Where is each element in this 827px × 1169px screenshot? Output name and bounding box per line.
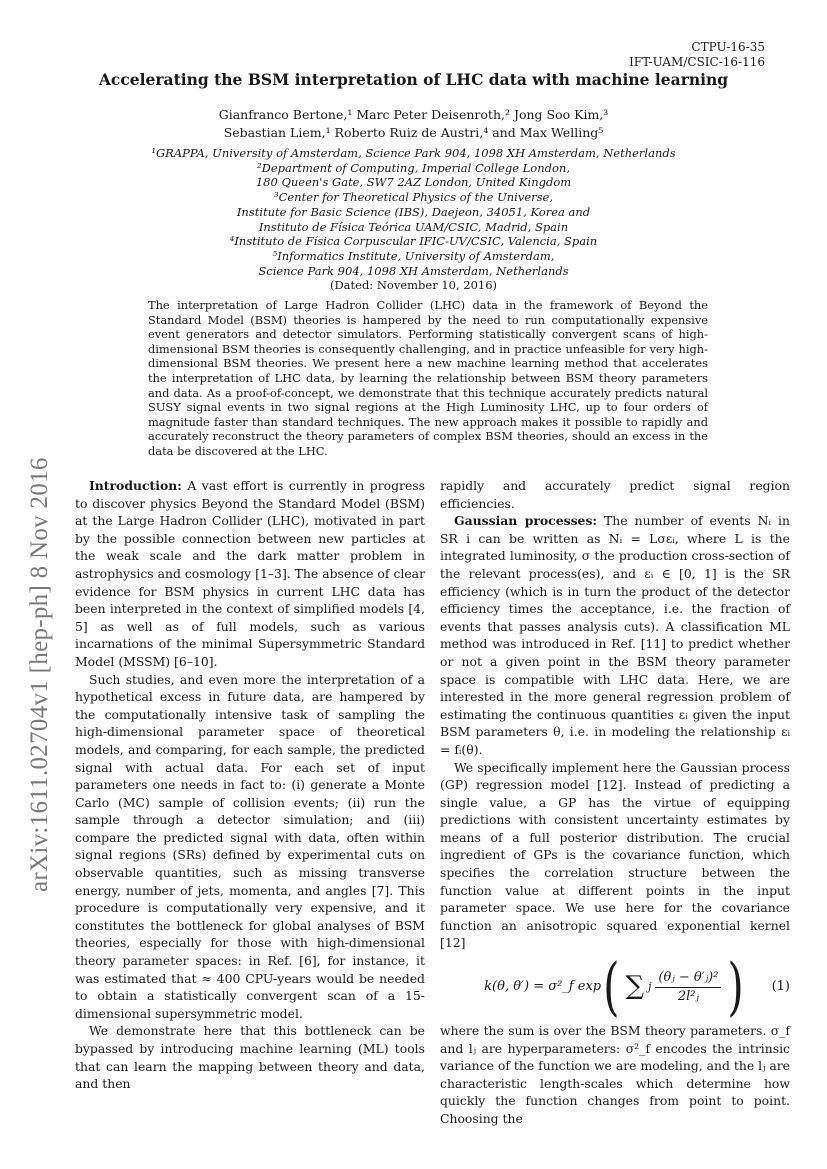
affiliation-line: Instituto de Física Teórica UAM/CSIC, Madrid, Spain (258, 219, 569, 234)
gp-paragraph (440, 512, 790, 758)
preprint-number: CTPU-16-35 (691, 40, 765, 54)
numerator: (θⱼ − θ′ⱼ)² (655, 969, 721, 988)
left-column (75, 477, 425, 1093)
affiliation-line: ²Department of Computing, Imperial College London, (257, 160, 570, 175)
body-paragraph: Such studies, and even more the interpretation of a hypothetical excess in future data, are hampered by the computationally intensive task of sampling the high-dimensional parameter space of theoretical models, and comparing, for each sample, the predicted signal with actual data. For each set of input parameters one needs in fact to: (i) generate a Monte Carlo (MC) sample of collision events; (ii) run the sample through a detector simulation; and (iii) compare the predicted signal with data, often within signal regions (SRs) defined by experimental cuts on observable quantities, such as missing transverse energy, number of jets, momenta, and angles [7]. This procedure is computationally very expensive, and it constitutes the bottleneck for global analyses of BSM theories, especially for those with high-dimensional theory parameter spaces: in Ref. [6], for instance, it was estimated that ≈ 400 CPU-years would be needed to obtain a statistically convergent scan of a 15-dimensional supersymmetric model. (75, 671, 425, 1021)
continued-paragraph: rapidly and accurately predict signal region efficiencies. (440, 478, 790, 511)
affiliation-line: Institute for Basic Science (IBS), Daejeon, 34051, Korea and (236, 204, 591, 219)
equation-number: (1) (771, 979, 790, 995)
paper-title: Accelerating the BSM interpretation of LHC data with machine learning (98, 70, 729, 89)
equation-lhs: k(θ, θ′) = σ²_f exp (484, 979, 602, 995)
intro-paragraph (75, 477, 425, 671)
gp-heading: Gaussian processes: (454, 513, 597, 529)
author-list (0, 106, 827, 142)
affiliation-line: Science Park 904, 1098 XH Amsterdam, Netherlands (258, 263, 569, 278)
arxiv-stamp: arXiv:1611.02704v1 [hep-ph] 8 Nov 2016 (26, 457, 53, 892)
author-line: Sebastian Liem,¹ Roberto Ruiz de Austri,⁴ and Max Welling⁵ (223, 125, 604, 140)
intro-heading: Introduction: (89, 478, 182, 493)
sum-index: j (648, 980, 652, 994)
affiliation-line: ⁴Instituto de Física Corpuscular IFIC-UV/CSIC, Valencia, Spain (229, 234, 598, 249)
preprint-number: IFT-UAM/CSIC-16-116 (629, 55, 765, 69)
affiliation-line: ⁵Informatics Institute, University of Amsterdam, (272, 248, 555, 263)
denominator: 2l²ⱼ (677, 988, 699, 1004)
body-paragraph: where the sum is over the BSM theory parameters. σ_f and lⱼ are hyperparameters: σ²_f encodes the intrinsic variance of the function we are modeling, and the lⱼ are characteristic length-scales which determine how quickly the function changes from point to point. Choosing the (440, 1023, 790, 1126)
abstract: The interpretation of Large Hadron Collider (LHC) data in the framework of Beyond the Standard Model (BSM) theories is hampered by the need to run computationally expensive event generators and detector simulators. Performing statistically convergent scans of high-dimensional BSM theories is consequently challenging, and in practice unfeasible for very high-dimensional BSM theories. We present here a new machine learning method that accelerates the interpretation of LHC data, by learning the relationship between BSM theory parameters and data. As a proof-of-concept, we demonstrate that this technique accurately predicts natural SUSY signal events in two signal regions at the High Luminosity LHC, up to four orders of magnitude faster than standard techniques. The new approach makes it possible to rapidly and accurately reconstruct the theory parameters of complex BSM theories, should an excess in the data be discovered at the LHC. (148, 298, 708, 458)
right-paren: ) (727, 949, 744, 1024)
equation-1 (440, 949, 790, 1024)
fraction (655, 969, 721, 1005)
intro-text: A vast effort is currently in progress to discover physics Beyond the Standard Model (BSM) at the Large Hadron Collider (LHC), motivated in part by the possible connection between new particles at the weak scale and the dark matter problem in astrophysics and cosmology [1–3]. The absence of clear evidence for BSM physics in current LHC data has been interpreted in the context of simplified models [4, 5] as well as of full models, such as various incarnations of the minimal Supersymmetric Standard Model (MSSM) [6–10]. (75, 478, 425, 669)
preprint-numbers (629, 40, 765, 70)
affiliation-line: ¹GRAPPA, University of Amsterdam, Science Park 904, 1098 XH Amsterdam, Netherlands (151, 146, 676, 160)
right-column (440, 477, 790, 1128)
author-line: Gianfranco Bertone,¹ Marc Peter Deisenroth,² Jong Soo Kim,³ (218, 107, 609, 122)
sum-symbol: ∑ (625, 971, 645, 1002)
date-line: (Dated: November 10, 2016) (329, 278, 498, 293)
affiliation-line: 180 Queen's Gate, SW7 2AZ London, United Kingdom (255, 175, 572, 190)
gp-text: The number of events Nᵢ in SR i can be written as Nᵢ = Lσεᵢ, where L is the integrated luminosity, σ the production cross-section of the relevant process(es), and εᵢ ∈ [0, 1] is the SR efficiency (which is in turn the product of the detector efficiency times the acceptance, i.e. the fraction of events that passes analysis cuts). A classification ML method was introduced in Ref. [11] to predict whether or not a given point in the BSM theory parameter space is compatible with LHC data. Here, we are interested in the more general regression problem of estimating the continuous quantities εᵢ given the input BSM parameters θ, i.e. in modeling the relationship εᵢ = fᵢ(θ). (440, 513, 790, 757)
body-paragraph: We demonstrate here that this bottleneck can be bypassed by introducing machine learning (ML) tools that can learn the mapping between theory and data, and then (75, 1023, 425, 1092)
affiliation-line: ³Center for Theoretical Physics of the Universe, (273, 190, 554, 205)
affiliations (0, 146, 827, 293)
body-paragraph: We specifically implement here the Gaussian process (GP) regression model [12]. Instead of predicting a single value, a GP has the virtue of equipping predictions with consistent uncertainty estimates by means of a full posterior distribution. The crucial ingredient of GPs is the covariance function, which specifies the correlation structure between the function value at different points in the input parameter space. We use here for the covariance function an anisotropic squared exponential kernel [12] (440, 759, 790, 951)
left-paren: ( (603, 949, 620, 1024)
